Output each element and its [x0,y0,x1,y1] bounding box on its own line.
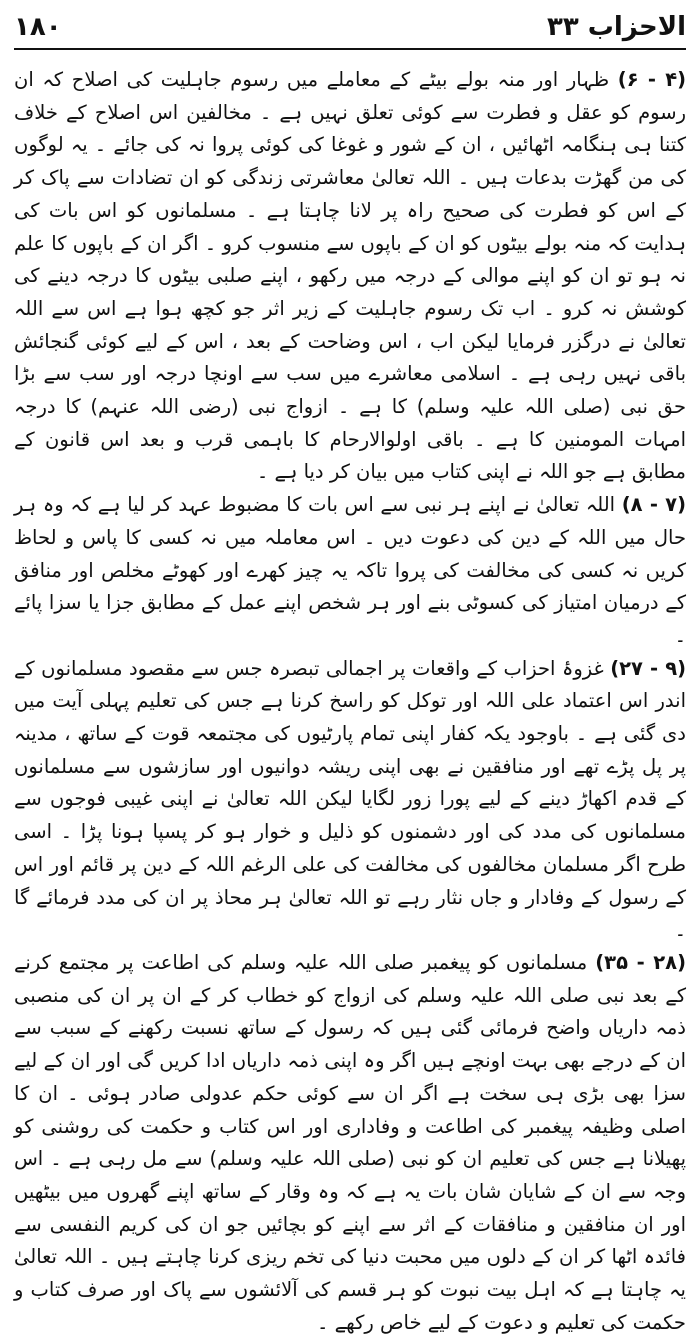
surah-title: الاحزاب ۳۳ [546,12,686,42]
verse-reference: (۹ - ۲۷) [610,656,687,680]
verse-reference: (۷ - ۸) [621,493,686,517]
verse-reference: (۴ - ۶) [617,68,687,91]
page-header [14,6,686,50]
paragraph [14,489,686,653]
paragraph [14,653,686,947]
page-number: ۱۸۰ [14,12,62,42]
commentary-body [14,64,686,1339]
paragraph-text: ظہار اور منہ بولے بیٹے کے معاملے میں رسوم جاہلیت کی اصلاح کہ ان رسوم کو عقل و فطرت سے کوئی تعلق نہیں ہے ۔ مخالفین اس اصلاح کے خلاف کتنا ہی ہنگامہ اٹھائیں ، ان کے شور و غوغا کی کوئی پروا نہ کی جائے ۔ یہ لوگوں کی من گھڑت بدعات ہیں ۔ اللہ تعالیٰ معاشرتی زندگی کو ان تضادات سے پاک کر کے اس کو فطرت کی صحیح راہ پر لانا چاہتا ہے ۔ مسلمانوں کو اس بات کی ہدایت کہ منہ بولے بیٹوں کو ان کے باپوں سے منسوب کرو ۔ اگر ان کے باپوں کا علم نہ ہو تو ان کو اپنے موالی کے درجہ میں رکھو ، اپنے صلبی بیٹوں کا درجہ دینے کی کوشش نہ کرو ۔ اب تک رسوم جاہلیت کے زیر اثر جو کچھ ہوا ہے اس سے اللہ تعالیٰ نے درگزر فرمایا لیکن اب ، اس وضاحت کے بعد ، اس کے لیے کوئی گنجائش باقی نہیں رہی ہے ۔ اسلامی معاشرے میں سب سے اونچا درجہ اور سب سے بڑا حق نبی (صلی اللہ علیہ وسلم) کا ہے ۔ ازواج نبی (رضی اللہ عنہم) کا درجہ امہات المومنین کا ہے ۔ باقی اولوالارحام کا باہمی قرب و بعد اس قانون کے مطابق ہے جو اللہ نے اپنی کتاب میں بیان کر دیا ہے ۔ [14,68,686,484]
verse-reference: (۲۸ - ۳۵) [595,950,686,974]
paragraph [14,64,686,489]
paragraph-text: غزوۂ احزاب کے واقعات پر اجمالی تبصرہ جس سے مقصود مسلمانوں کے اندر اس اعتماد علی اللہ اور توکل کو راسخ کرنا ہے جس کی تعلیم پہلی آیت میں دی گئی ہے ۔ باوجود یکہ کفار اپنی تمام پارٹیوں کی مجتمعہ قوت کے ساتھ ، مدینہ پر پل پڑے تھے اور منافقین نے بھی اپنی ریشہ دوانیوں اور سازشوں سے مسلمانوں کے قدم اکھاڑ دینے کے لیے پورا زور لگایا لیکن اللہ تعالیٰ نے اپنی غیبی فوجوں سے مسلمانوں کی مدد کی اور دشمنوں کو ذلیل و خوار ہو کر پسپا ہونا پڑا ۔ اسی طرح اگر مسلمان مخالفوں کی مخالفت کی علی الرغم اللہ کے دین پر قائم اور اس کے رسول کے وفادار و جاں نثار رہے تو اللہ تعالیٰ ہر محاذ پر ان کی مدد فرمائے گا ۔ [14,656,686,942]
paragraph-text: مسلمانوں کو پیغمبر صلی اللہ علیہ وسلم کی اطاعت پر مجتمع کرنے کے بعد نبی صلی اللہ علیہ وسلم کی ازواج کو خطاب کر کے ان پر ان کی منصبی ذمہ داریاں واضح فرمائی گئی ہیں کہ رسول کے ساتھ نسبت رکھنے کے سبب سے ان کے درجے بھی بہت اونچے ہیں اگر وہ اپنی ذمہ داریاں ادا کریں گی اور ان کے لیے سزا بھی بڑی ہی سخت ہے اگر ان سے کوئی حکم عدولی صادر ہوئی ۔ ان کا اصلی وظیفہ پیغمبر کی اطاعت و وفاداری اور اس کتاب و حکمت کی روشنی کو پھیلانا ہے جس کی تعلیم ان کو نبی (صلی اللہ علیہ وسلم) سے مل رہی ہے ۔ اس وجہ سے ان کے شایان شان بات یہ ہے کہ وہ وقار کے ساتھ اپنے گھروں میں بیٹھیں اور ان منافقین و منافقات کے اثر سے اپنے کو بچائیں جو ان کی کریم النفسی سے فائدہ اٹھا کر ان کے دلوں میں محبت دنیا کی تخم ریزی کرنا چاہتے ہیں ۔ اللہ تعالیٰ یہ چاہتا ہے کہ اہل بیت نبوت کو ہر قسم کی آلائشوں سے پاک اور صرف کتاب و حکمت کی تعلیم و دعوت کے لیے خاص رکھے ۔ [14,950,686,1334]
paragraph-text: اللہ تعالیٰ نے اپنے ہر نبی سے اس بات کا مضبوط عہد کر لیا ہے کہ وہ ہر حال میں اللہ کے دین کی دعوت دیں ۔ اس معاملہ میں نہ کسی کا پاس و لحاظ کریں نہ کسی کی مخالفت کی پروا تاکہ یہ چیز کھرے اور کھوٹے مخلص اور منافق کے درمیان امتیاز کی کسوٹی بنے اور ہر شخص اپنے عمل کے مطابق جزا یا سزا پائے ۔ [14,493,686,647]
paragraph [14,947,686,1339]
